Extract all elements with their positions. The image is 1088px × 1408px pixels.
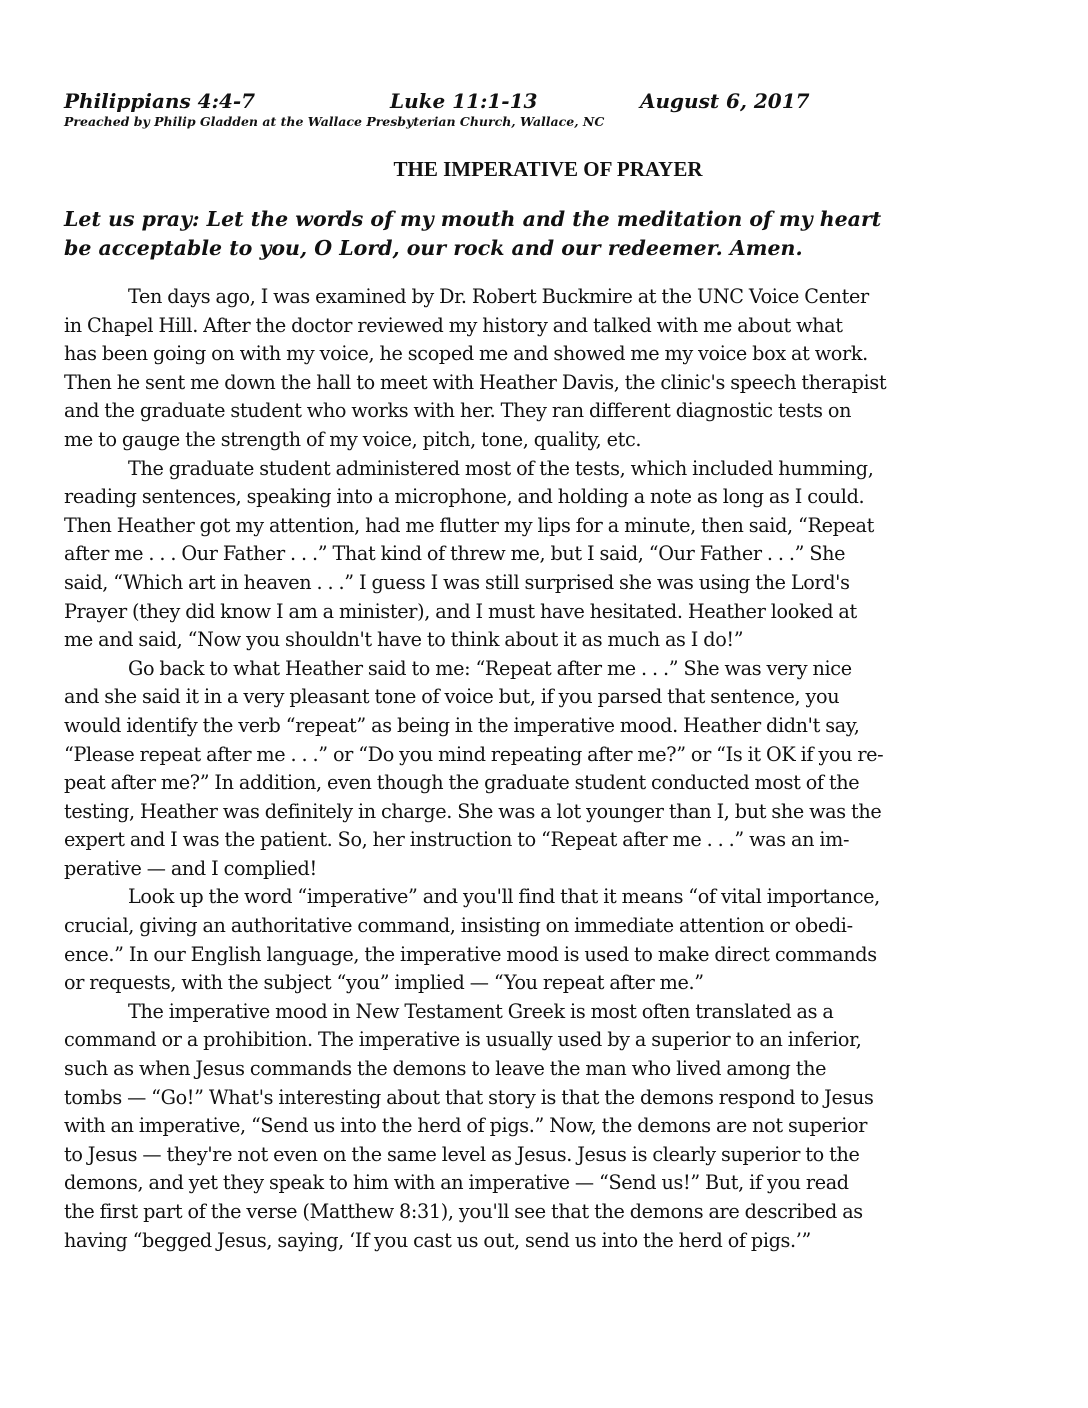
- sermon-page: [64, 88, 1032, 1255]
- body-line: has been going on with my voice, he scoped me and showed me my voice box at work.: [64, 342, 868, 366]
- body-line: reading sentences, speaking into a microphone, and holding a note as long as I could.: [64, 485, 865, 509]
- scripture-reference-luke: Luke 11:1-13: [390, 89, 538, 113]
- body-line: Prayer (they did know I am a minister), and I must have hesitated. Heather looked at: [64, 599, 857, 623]
- body-line: command or a prohibition. The imperative is usually used by a superior to an inferior,: [64, 1028, 862, 1052]
- body-line: with an imperative, “Send us into the herd of pigs.” Now, the demons are not superior: [64, 1114, 868, 1138]
- body-line: and the graduate student who works with her. They ran different diagnostic tests on: [64, 399, 852, 423]
- body-line: me to gauge the strength of my voice, pitch, tone, quality, etc.: [64, 427, 642, 451]
- body-line: Look up the word “imperative” and you'll find that it means “of vital importance,: [128, 885, 880, 909]
- scripture-reference-philippians: Philippians 4:4-7: [64, 89, 256, 113]
- opening-prayer: [64, 205, 1032, 263]
- body-line: Then he sent me down the hall to meet with Heather Davis, the clinic's speech therapist: [64, 370, 887, 394]
- body-line: The imperative mood in New Testament Greek is most often translated as a: [128, 999, 834, 1023]
- body-line: would identify the verb “repeat” as being in the imperative mood. Heather didn't say,: [64, 713, 860, 737]
- body-line: Go back to what Heather said to me: “Repeat after me . . .” She was very nice: [128, 656, 852, 680]
- body-paragraph: [64, 655, 1032, 884]
- body-line: after me . . . Our Father . . .” That kind of threw me, but I said, “Our Father . . .” She: [64, 542, 846, 566]
- body-paragraph: [64, 455, 1032, 655]
- body-line: such as when Jesus commands the demons to leave the man who lived among the: [64, 1057, 827, 1081]
- body-line: or requests, with the subject “you” implied — “You repeat after me.”: [64, 971, 704, 995]
- sermon-date: August 6, 2017: [640, 89, 810, 113]
- preached-by-line: Preached by Philip Gladden at the Wallace Presbyterian Church, Wallace, NC: [64, 114, 605, 129]
- prayer-line: Let us pray: Let the words of my mouth and the meditation of my heart: [64, 207, 882, 231]
- body-line: said, “Which art in heaven . . .” I guess I was still surprised she was using the Lord's: [64, 570, 850, 594]
- body-line: The graduate student administered most of the tests, which included humming,: [128, 456, 874, 480]
- body-line: Then Heather got my attention, had me flutter my lips for a minute, then said, “Repeat: [64, 513, 874, 537]
- body-line: crucial, giving an authoritative command, insisting on immediate attention or obedi-: [64, 914, 853, 938]
- body-paragraph: [64, 998, 1032, 1255]
- body-line: Ten days ago, I was examined by Dr. Robert Buckmire at the UNC Voice Center: [128, 285, 869, 308]
- body-paragraph: [64, 283, 1032, 455]
- body-line: “Please repeat after me . . .” or “Do you mind repeating after me?” or “Is it OK if you re-: [64, 742, 884, 766]
- body-line: the first part of the verse (Matthew 8:31), you'll see that the demons are described as: [64, 1200, 863, 1223]
- sermon-title: THE IMPERATIVE OF PRAYER: [393, 157, 703, 181]
- prayer-line: be acceptable to you, O Lord, our rock and our redeemer. Amen.: [64, 236, 803, 260]
- body-line: having “begged Jesus, saying, ‘If you cast us out, send us into the herd of pigs.’”: [64, 1228, 811, 1252]
- body-line: tombs — “Go!” What's interesting about that story is that the demons respond to Jesus: [64, 1085, 874, 1109]
- body-line: to Jesus — they're not even on the same level as Jesus. Jesus is clearly superior to the: [64, 1142, 860, 1166]
- body-line: testing, Heather was definitely in charge. She was a lot younger than I, but she was the: [64, 799, 882, 823]
- body-line: peat after me?” In addition, even though the graduate student conducted most of the: [64, 771, 860, 795]
- body-line: demons, and yet they speak to him with an imperative — “Send us!” But, if you read: [64, 1171, 849, 1195]
- sermon-body: [64, 283, 1032, 1255]
- scripture-header: [64, 88, 1032, 114]
- body-line: perative — and I complied!: [64, 856, 317, 880]
- body-line: expert and I was the patient. So, her instruction to “Repeat after me . . .” was an im-: [64, 828, 850, 852]
- body-line: ence.” In our English language, the imperative mood is used to make direct commands: [64, 942, 877, 966]
- body-line: in Chapel Hill. After the doctor reviewed my history and talked with me about what: [64, 313, 843, 337]
- body-line: and she said it in a very pleasant tone of voice but, if you parsed that sentence, you: [64, 685, 840, 709]
- body-line: me and said, “Now you shouldn't have to think about it as much as I do!”: [64, 628, 744, 652]
- body-paragraph: [64, 883, 1032, 997]
